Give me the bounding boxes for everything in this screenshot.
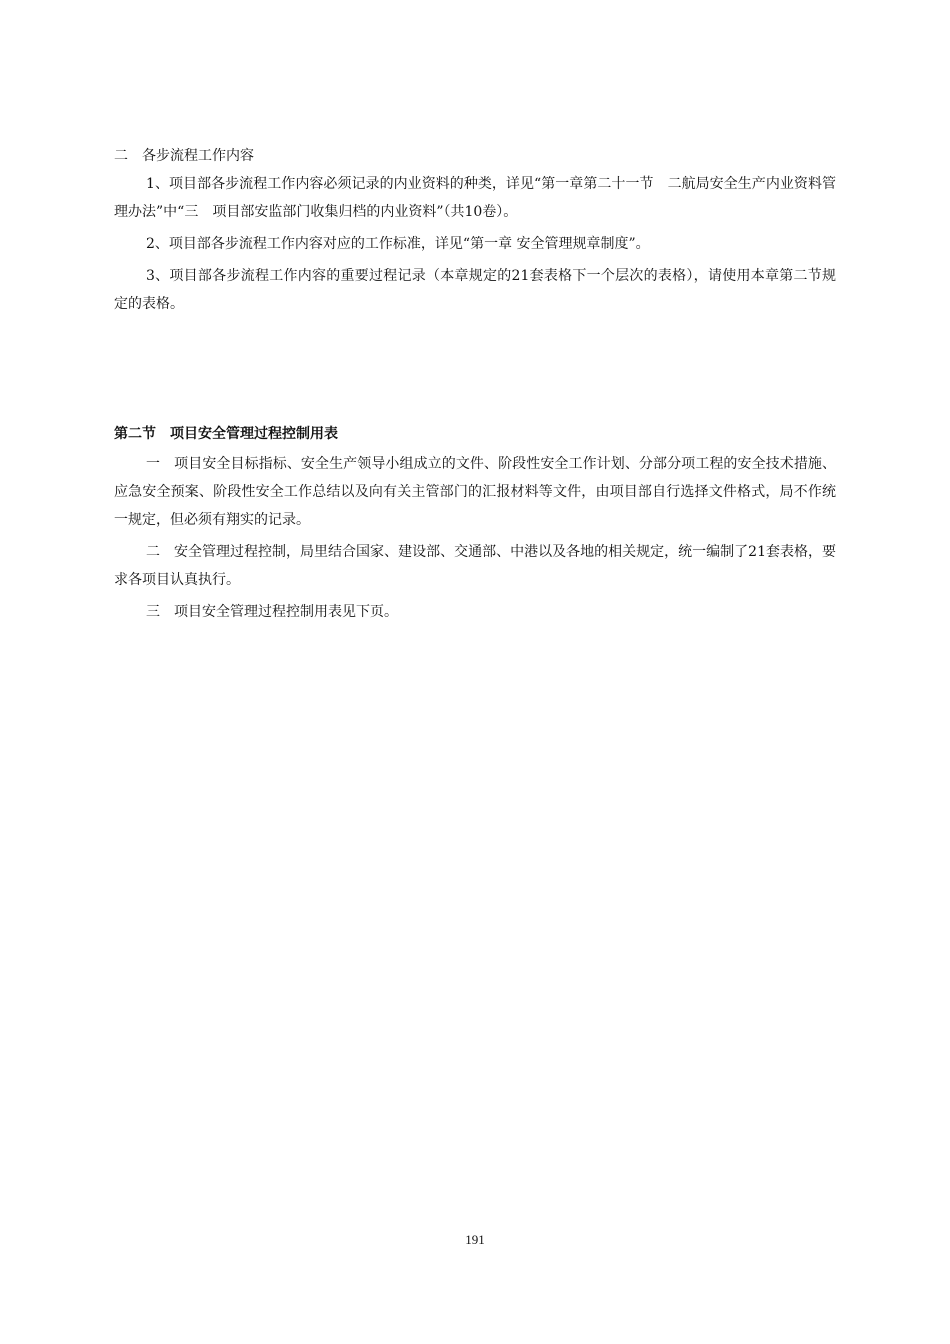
paragraph: 二 安全管理过程控制，局里结合国家、建设部、交通部、中港以及各地的相关规定，统一编制了21套表格，要求各项目认真执行。 bbox=[114, 544, 836, 588]
paragraph: 2、项目部各步流程工作内容对应的工作标准，详见“第一章 安全管理规章制度”。 bbox=[146, 236, 650, 252]
section-title: 第二节 项目安全管理过程控制用表 bbox=[114, 426, 338, 442]
section-heading: 二 各步流程工作内容 bbox=[114, 148, 254, 164]
page-content bbox=[114, 142, 836, 630]
paragraph: 3、项目部各步流程工作内容的重要过程记录（本章规定的21套表格下一个层次的表格），请使用本章第二节规定的表格。 bbox=[114, 268, 836, 312]
paragraph: 1、项目部各步流程工作内容必须记录的内业资料的种类，详见“第一章第二十一节 二航局安全生产内业资料管理办法”中“三 项目部安监部门收集归档的内业资料”（共10卷）。 bbox=[114, 176, 836, 220]
paragraph: 三 项目安全管理过程控制用表见下页。 bbox=[146, 604, 398, 620]
section-control-tables bbox=[114, 420, 836, 626]
section-process-content bbox=[114, 142, 836, 318]
paragraph: 一 项目安全目标指标、安全生产领导小组成立的文件、阶段性安全工作计划、分部分项工程的安全技术措施、应急安全预案、阶段性安全工作总结以及向有关主管部门的汇报材料等文件，由项目部自行选择文件格式，局不作统一规定，但必须有翔实的记录。 bbox=[114, 456, 836, 528]
page-number: 191 bbox=[465, 1232, 485, 1247]
